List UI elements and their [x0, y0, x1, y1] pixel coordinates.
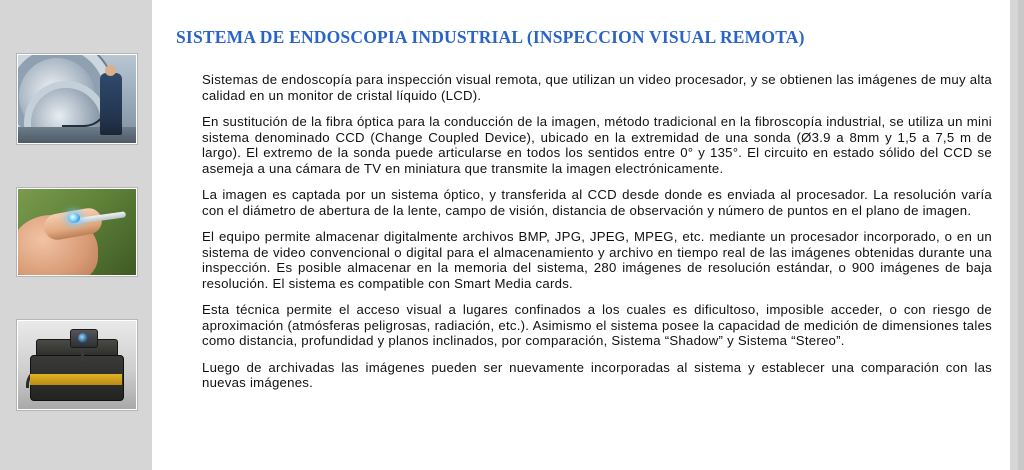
- paragraph: La imagen es captada por un sistema óptico, y transferida al CCD desde donde es enviada al procesador. La resolución varía con el diámetro de abertura de la lente, campo de visión, distancia de observación y número de puntos en el plano de imagen.: [202, 187, 992, 218]
- right-edge-strip: [1018, 0, 1024, 470]
- right-sidebar-band: [1010, 0, 1024, 470]
- probe-tip-in-hand-photo: [17, 188, 137, 276]
- technician-head-shape: [105, 65, 116, 76]
- document-content: [152, 0, 1010, 470]
- paragraph: Sistemas de endoscopía para inspección visual remota, que utilizan un video procesador, y se obtienen las imágenes de muy alta calidad en un monitor de cristal líquido (LCD).: [202, 72, 992, 103]
- camera-lens-shape: [78, 333, 88, 343]
- page-title: SISTEMA DE ENDOSCOPIA INDUSTRIAL (INSPECCION VISUAL REMOTA): [176, 27, 805, 47]
- paragraph: En sustitución de la fibra óptica para la conducción de la imagen, método tradicional en la fibroscopía industrial, se utiliza un mini sistema denominado CCD (Change Coupled Device), ubicado en la extremidad de una sonda (Ø3.9 a 8mm y 1,5 a 7,5 m de largo). El extremo de la sonda puede articularse en todos los sentidos entre 0° y 135°. El circuito en estado sólido del CCD se asemeja a una cámara de TV en miniatura que transmite la imagen electrónicamente.: [202, 114, 992, 176]
- aircraft-engine-inspection-photo: [17, 54, 137, 144]
- document-body: [202, 72, 992, 391]
- paragraph: Esta técnica permite el acceso visual a lugares confinados a los cuales es dificultoso, imposible acceder, o con riesgo de aproximación (atmósferas peligrosas, radiación, etc.). Asimismo el sistema posee la capacidad de medición de dimensiones tales como distancia, profundidad y planos inclinados, por comparación, Sistema “Shadow” y Sistema “Stereo”.: [202, 302, 992, 348]
- case-yellow-stripe-shape: [30, 374, 122, 385]
- paragraph: El equipo permite almacenar digitalmente archivos BMP, JPG, JPEG, MPEG, etc. mediante un procesador incorporado, o en un sistema de video convencional o digital para el almacenamiento y archivo en tiempo real de las imágenes obtenidas durante una inspección. Es posible almacenar en la memoria del sistema, 280 imágenes de resolución estándar, o 900 imágenes de baja resolución. El sistema es compatible con Smart Media cards.: [202, 229, 992, 291]
- paragraph: Luego de archivadas las imágenes pueden ser nuevamente incorporadas al sistema y establecer una comparación con las nuevas imágenes.: [202, 359, 992, 390]
- probe-light-tip-shape: [68, 213, 80, 223]
- technician-body-shape: [100, 73, 122, 135]
- portable-videoscope-case-photo: [17, 320, 137, 410]
